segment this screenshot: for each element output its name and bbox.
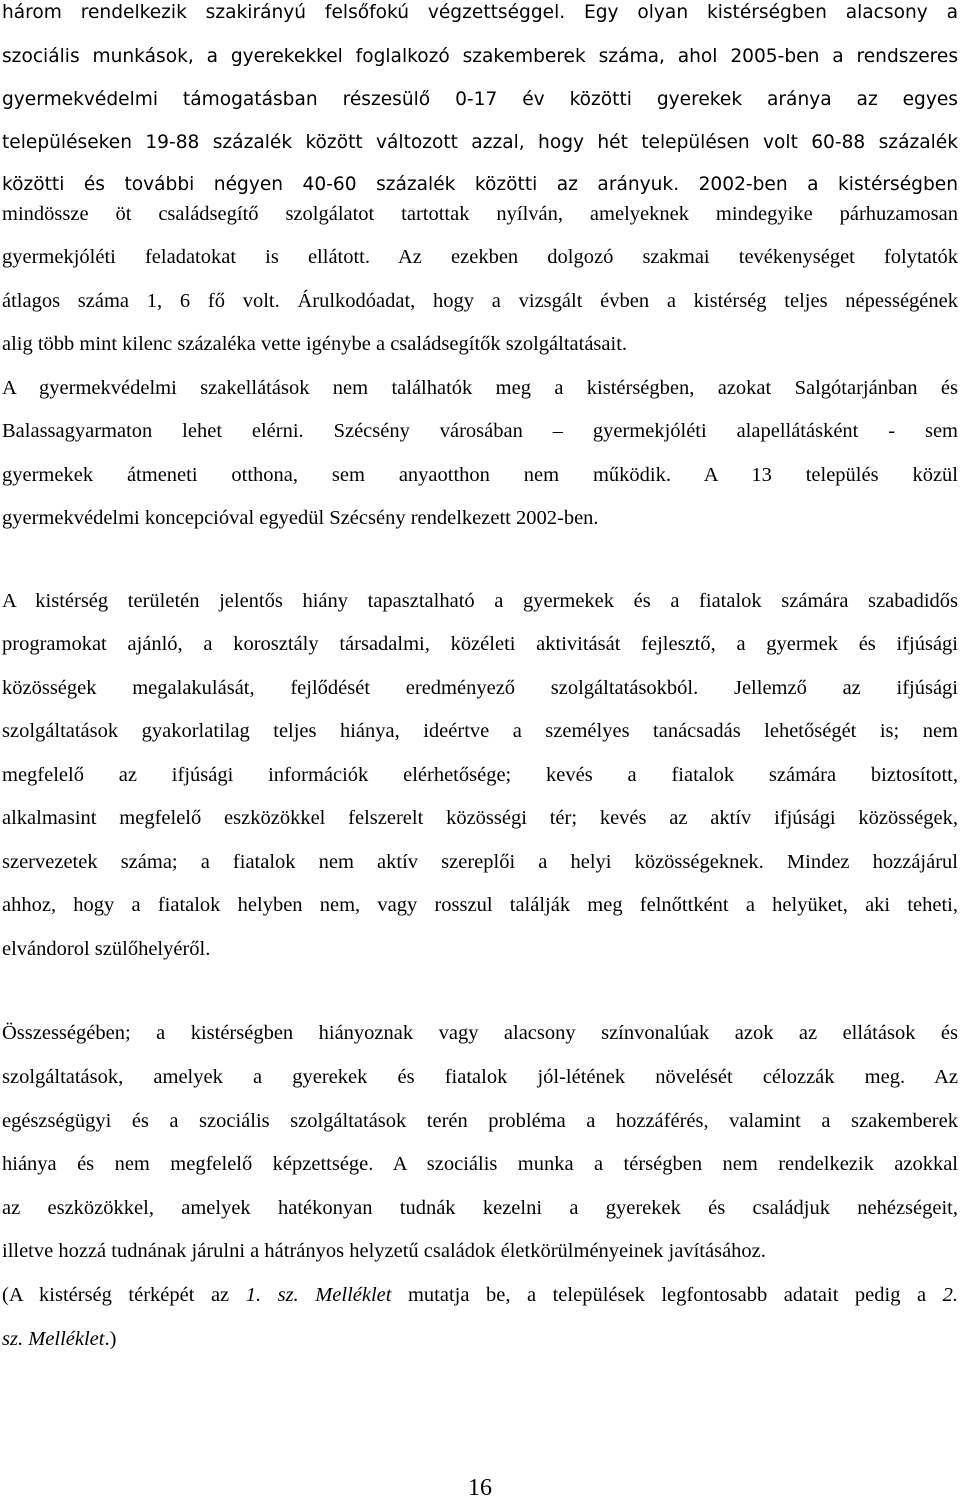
text-line: [2, 1282, 958, 1308]
text-line: programokat ajánló, a korosztály társadalmi, közéleti aktivitását fejlesztő, a gyermek és ifjúsági: [2, 633, 958, 655]
text-line: egészségügyi és a szociális szolgáltatások terén probléma a hozzáférés, valamint a szakemberek: [2, 1110, 958, 1132]
text-line: hiánya és nem megfelelő képzettsége. A szociális munka a térségben nem rendelkezik azokkal: [2, 1153, 958, 1175]
text-line: településeken 19-88 százalék között változott azzal, hogy hét településen volt 60-88 százalék: [2, 132, 958, 153]
text-line: A kistérség területén jelentős hiány tapasztalható a gyermekek és a fiatalok számára szabadidős: [2, 590, 958, 612]
text-line: alig több mint kilenc százaléka vette igénybe a családsegítők szolgáltatásait.: [2, 333, 628, 355]
italic-reference: 1. sz. Melléklet: [245, 1284, 392, 1306]
text-line: szolgáltatások, amelyek a gyerekek és fiatalok jól-létének növelését célozzák meg. Az: [2, 1066, 958, 1088]
text-line: közötti és további négyen 40-60 százalék közötti az arányuk. 2002-ben a kistérségben: [2, 174, 958, 195]
text-segment: .): [104, 1328, 117, 1350]
text-line: közösségek megalakulását, fejlődését eredményező szolgáltatásokból. Jellemző az ifjúsági: [2, 677, 958, 699]
text-line: Összességében; a kistérségben hiányoznak vagy alacsony színvonalúak azok az ellátások és: [2, 1022, 958, 1044]
text-line: Balassagyarmaton lehet elérni. Szécsény városában – gyermekjóléti alapellátásként - sem: [2, 420, 958, 442]
text-segment: (A kistérség térképét az: [2, 1284, 246, 1306]
text-line: ahhoz, hogy a fiatalok helyben nem, vagy rosszul találják meg felnőttként a helyüket, aki teheti,: [2, 894, 958, 916]
text-line: gyermekjóléti feladatokat is ellátott. Az ezekben dolgozó szakmai tevékenységet folytatók: [2, 246, 958, 268]
text-line: az eszközökkel, amelyek hatékonyan tudnák kezelni a gyerekek és családjuk nehézségeit,: [2, 1197, 958, 1219]
text-line: illetve hozzá tudnának járulni a hátrányos helyzetű családok életkörülményeinek javításához.: [2, 1240, 766, 1262]
text-line: [2, 1326, 958, 1352]
text-line: gyermekvédelmi támogatásban részesülő 0-17 év közötti gyerekek aránya az egyes: [2, 89, 958, 110]
text-line: mindössze öt családsegítő szolgálatot tartottak nyílván, amelyeknek mindegyike párhuzamosan: [2, 203, 958, 225]
text-line: átlagos száma 1, 6 fő volt. Árulkodóadat, hogy a vizsgált évben a kistérség teljes népességének: [2, 290, 958, 312]
text-line: A gyermekvédelmi szakellátások nem találhatók meg a kistérségben, azokat Salgótarjánban és: [2, 377, 958, 399]
text-line: elvándorol szülőhelyéről.: [2, 938, 211, 960]
text-line: alkalmasint megfelelő eszközökkel felszerelt közösségi tér; kevés az aktív ifjúsági közösségek,: [2, 807, 958, 829]
italic-reference: 2.: [942, 1284, 958, 1306]
text-line: három rendelkezik szakirányú felsőfokú végzettséggel. Egy olyan kistérségben alacsony a: [2, 2, 958, 23]
text-line: szociális munkások, a gyerekekkel foglalkozó szakemberek száma, ahol 2005-ben a rendszeres: [2, 46, 958, 67]
text-line: szolgáltatások gyakorlatilag teljes hiánya, ideértve a személyes tanácsadás lehetőségét is; nem: [2, 720, 958, 742]
text-line: megfelelő az ifjúsági információk elérhetősége; kevés a fiatalok számára biztosított,: [2, 764, 958, 786]
text-segment: mutatja be, a települések legfontosabb adatait pedig a: [391, 1284, 943, 1306]
text-line: szervezetek száma; a fiatalok nem aktív szereplői a helyi közösségeknek. Mindez hozzájárul: [2, 851, 958, 873]
text-line: gyermekvédelmi koncepcióval egyedül Szécsény rendelkezett 2002-ben.: [2, 507, 599, 529]
italic-reference: sz. Melléklet: [2, 1328, 105, 1350]
text-line: gyermekek átmeneti otthona, sem anyaotthon nem működik. A 13 település közül: [2, 464, 958, 486]
page-number: 16: [468, 1475, 492, 1501]
